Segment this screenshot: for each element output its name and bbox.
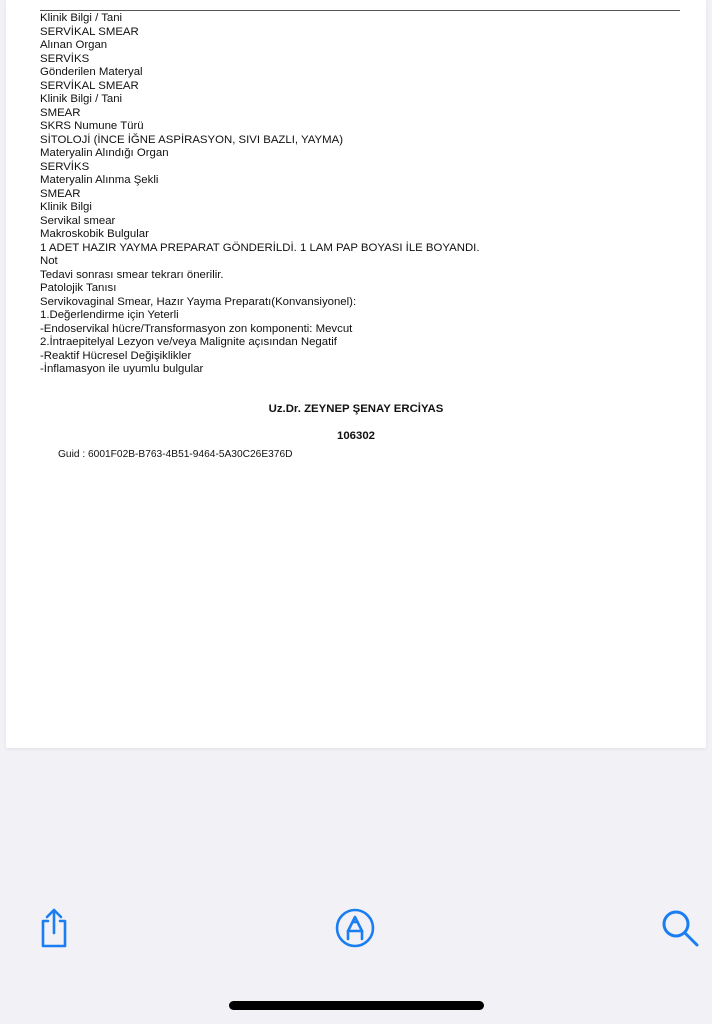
report-line: SERVİKS bbox=[40, 52, 90, 65]
guid-label: Guid : bbox=[58, 449, 89, 460]
report-line: SERVİKS bbox=[40, 160, 90, 173]
report-line: SİTOLOJİ (İNCE İĞNE ASPİRASYON, SIVI BAZLI, YAYMA) bbox=[40, 133, 343, 146]
report-line: Materyalin Alındığı Organ bbox=[40, 147, 169, 159]
report-line: Tedavi sonrası smear tekrarı önerilir. bbox=[40, 268, 224, 281]
guid-line bbox=[58, 449, 292, 460]
report-line: -İnflamasyon ile uyumlu bulgular bbox=[40, 363, 204, 375]
share-button[interactable] bbox=[30, 904, 78, 952]
markup-icon bbox=[334, 907, 376, 949]
report-line: Servikovaginal Smear, Hazır Yayma Preparatı(Konvansiyonel): bbox=[40, 295, 357, 308]
search-icon bbox=[659, 907, 701, 949]
report-line: Makroskobik Bulgular bbox=[40, 228, 149, 240]
report-line: SMEAR bbox=[40, 106, 81, 119]
report-line: Klinik Bilgi / Tani bbox=[40, 12, 123, 24]
doctor-code: 106302 bbox=[336, 430, 375, 442]
report-line: -Endoservikal hücre/Transformasyon zon komponenti: Mevcut bbox=[40, 322, 353, 335]
report-line: 1.Değerlendirme için Yeterli bbox=[40, 309, 179, 321]
report-body bbox=[40, 12, 480, 377]
share-icon bbox=[36, 907, 72, 949]
report-line: -Reaktif Hücresel Değişiklikler bbox=[40, 349, 192, 362]
report-line: Klinik Bilgi bbox=[40, 201, 92, 213]
report-line: SERVİKAL SMEAR bbox=[40, 79, 139, 92]
doctor-name: Uz.Dr. ZEYNEP ŞENAY ERCİYAS bbox=[268, 403, 444, 415]
report-line: SKRS Numune Türü bbox=[40, 120, 144, 132]
report-line: Patolojik Tanısı bbox=[40, 282, 117, 294]
guid-value: 6001F02B-B763-4B51-9464-5A30C26E376D bbox=[88, 449, 293, 460]
report-line: 1 ADET HAZIR YAYMA PREPARAT GÖNDERİLDİ. 1 LAM PAP BOYASI İLE BOYANDI. bbox=[40, 241, 480, 254]
report-line: Servikal smear bbox=[40, 214, 116, 227]
report-line: SERVİKAL SMEAR bbox=[40, 25, 139, 38]
search-button[interactable] bbox=[656, 904, 704, 952]
report-line: SMEAR bbox=[40, 187, 81, 200]
home-indicator[interactable] bbox=[229, 1001, 484, 1010]
report-line: Gönderilen Materyal bbox=[40, 66, 143, 78]
report-line: Not bbox=[40, 255, 58, 267]
report-line: Klinik Bilgi / Tani bbox=[40, 93, 123, 105]
report-line: Alınan Organ bbox=[40, 39, 108, 51]
report-line: 2.İntraepitelyal Lezyon ve/veya Malignite açısından Negatif bbox=[40, 336, 337, 348]
document-page bbox=[6, 0, 706, 748]
top-divider bbox=[40, 10, 680, 11]
markup-button[interactable] bbox=[331, 904, 379, 952]
report-line: Materyalin Alınma Şekli bbox=[40, 174, 159, 186]
